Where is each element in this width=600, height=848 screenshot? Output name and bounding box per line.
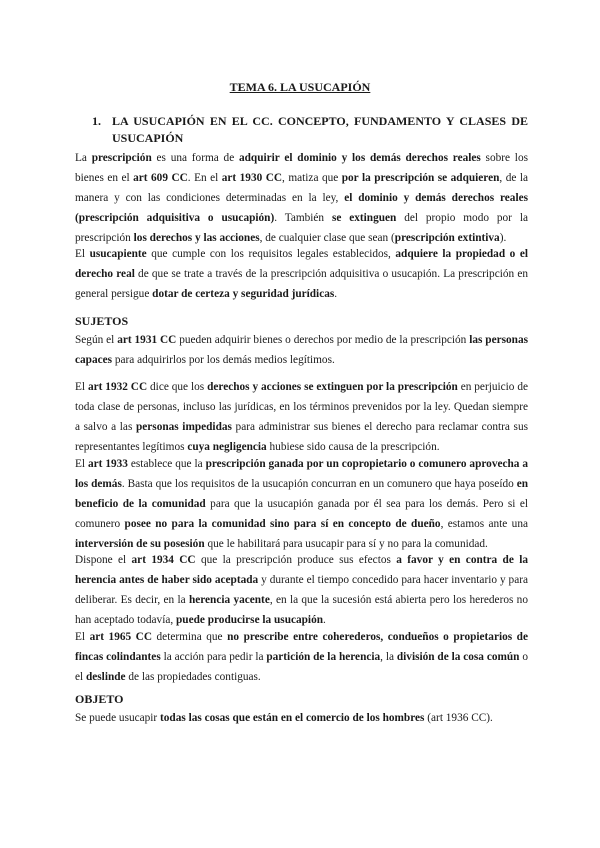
- paragraph-objeto: Se puede usucapir todas las cosas que están en el comercio de los hombres (art 1936 CC).: [75, 712, 493, 724]
- paragraph-usucapiente: El usucapiente que cumple con los requisitos legales establecidos, adquiere la propiedad o el derecho real de que se trate a través de la prescripción adquisitiva o usucapión. La prescripción en general persigue dotar de certeza y seguridad jurídicas.: [75, 248, 528, 300]
- paragraph-art-1965: El art 1965 CC determina que no prescribe entre coherederos, condueños o propietarios de fincas colindantes la acción para pedir la partición de la herencia, la división de la cosa común o el deslinde de las propiedades contiguas.: [75, 631, 528, 683]
- page-title: TEMA 6. LA USUCAPIÓN: [229, 80, 371, 94]
- paragraph-prescripcion: La prescripción es una forma de adquirir el dominio y los demás derechos reales sobre los bienes en el art 609 CC. En el art 1930 CC, matiza que por la prescripción se adquieren, de la manera y con las condiciones determinadas en la ley, el dominio y demás derechos reales (prescripción adquisitiva o usucapión). También se extinguen del propio modo por la prescripción los derechos y las acciones, de cualquier clase que sean (prescripción extintiva).: [75, 152, 528, 244]
- subtitle-objeto: OBJETO: [75, 692, 124, 706]
- paragraph-art-1932: El art 1932 CC dice que los derechos y acciones se extinguen por la prescripción en perjuicio de toda clase de personas, incluso las jurídicas, en los términos prevenidos por la ley. Quedan siempre a salvo a las personas impedidas para administrar sus bienes el derecho para reclamar contra sus representantes legítimos cuya negligencia hubiese sido causa de la prescripción.: [75, 381, 529, 453]
- paragraph-art-1931: Según el art 1931 CC pueden adquirir bienes o derechos por medio de la prescripción las personas capaces para adquirirlos por los demás medios legítimos.: [75, 334, 528, 366]
- section-heading: [92, 113, 528, 147]
- section-heading-text: LA USUCAPIÓN EN EL CC. CONCEPTO, FUNDAMENTO Y CLASES DE USUCAPIÓN: [112, 114, 528, 145]
- paragraph-art-1934: Dispone el art 1934 CC que la prescripción produce sus efectos a favor y en contra de la herencia antes de haber sido aceptada y durante el tiempo concedido para hacer inventario y para deliberar. Es decir, en la herencia yacente, en la que la sucesión está abierta pero los herederos no han aceptado todavía, puede producirse la usucapión.: [75, 554, 528, 626]
- section-number: 1.: [92, 114, 101, 128]
- subtitle-sujetos: SUJETOS: [75, 314, 129, 328]
- paragraph-art-1933: El art 1933 establece que la prescripción ganada por un copropietario o comunero aprovecha a los demás. Basta que los requisitos de la usucapión concurran en un comunero que haya poseído en beneficio de la comunidad para que la usucapión ganada por él sea para los demás. Pero si el comunero posee no para la comunidad sino para sí en concepto de dueño, estamos ante una interversión de su posesión que le habilitará para usucapir para sí y no para la comunidad.: [75, 458, 529, 550]
